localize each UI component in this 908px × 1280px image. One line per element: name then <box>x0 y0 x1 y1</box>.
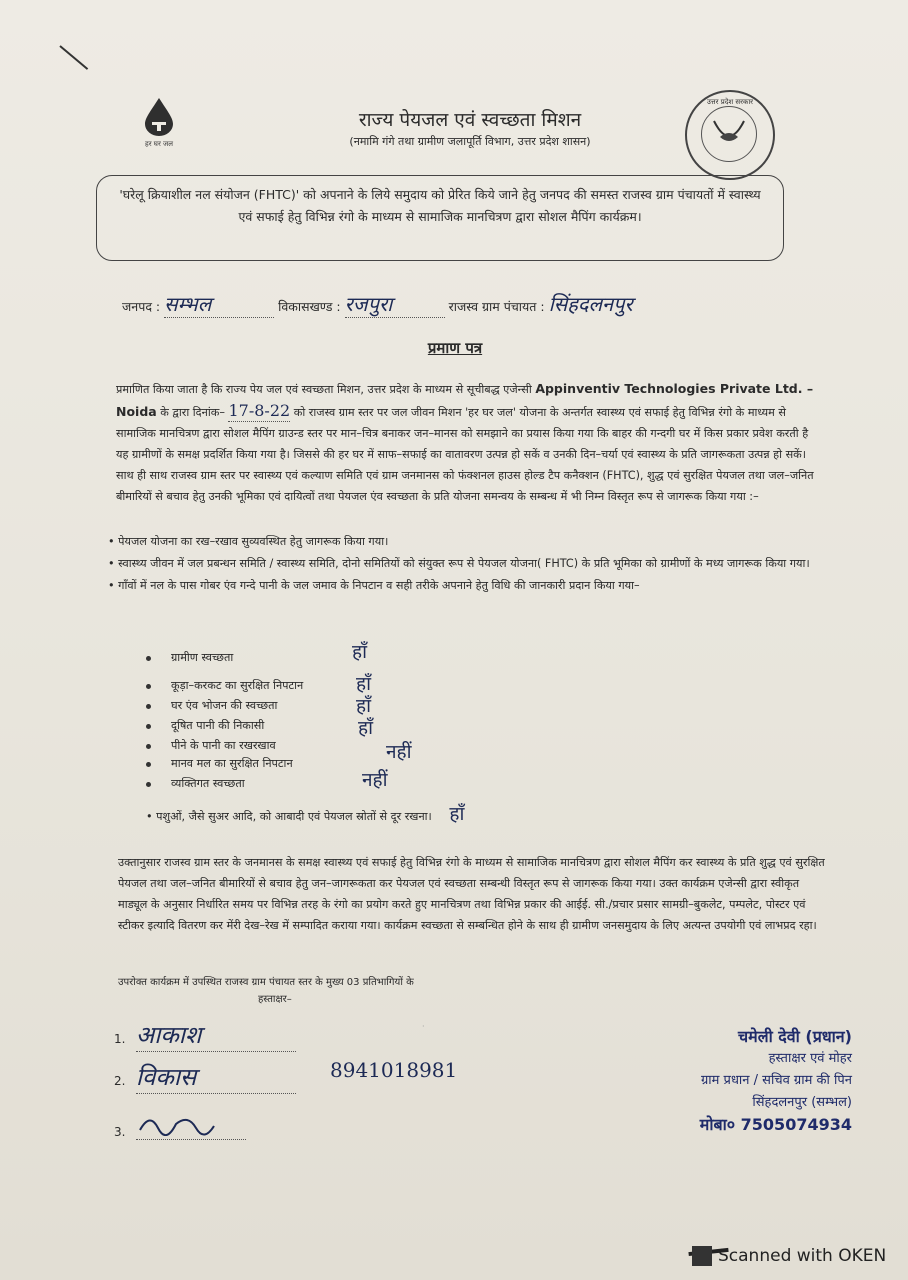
checklist-label: पीने के पानी का रखरखाव <box>171 739 276 752</box>
checklist-answer: हाँ <box>356 673 372 695</box>
para1-body: को राजस्व ग्राम स्तर पर जल जीवन मिशन 'हर घर जल' योजना के अन्तर्गत स्वास्थ्य एवं सफाई हेतु विभिन्न रंगो के माध्यम से सामाजिक मानचित्रण द्वारा सोशल मैपिंग ग्राउन्ड स्तर पर मान–चित्र बनाकर जन–मानस को समझाने का प्रयास किया गया कि बाहर की गन्दगी घर में किस प्रकार प्रवेश करती है यह ग्रामीणों के समक्ष प्रदर्शित किया गया है। जिससे की हर घर में साफ–सफाई का वातावरण उत्पन्न हो सकें व उनकी दिन–चर्या एवं स्वास्थ्य के प्रति जागरूकता उत्पन्न हो सकें। साथ ही साथ राजस्व ग्राम स्तर पर स्वास्थ्य एवं कल्याण समिति एवं ग्राम जनमानस को फंक्शनल हाउस होल्ड टैप कनैक्शन (FHTC), शुद्ध एवं सुरक्षित पेयजल तथा जल–जनित बीमारियों से बचाव हेतु उनकी भूमिका एवं दायित्वों तथा पेयजल एंव स्वच्छता के प्रति योजना समन्वय के सम्बन्ध में भी निम्न विस्तृत रूप से जागरूक किया गया :– <box>116 406 814 503</box>
pradhan-stamp <box>612 1026 852 1136</box>
checklist-answer: हाँ <box>358 717 374 739</box>
panchayat-label: राजस्व ग्राम पंचायत : <box>448 299 545 314</box>
block-label: विकासखण्ड : <box>278 299 341 314</box>
participant-signature: आकाश <box>135 1021 202 1049</box>
block-value: रजपुरा <box>344 292 393 316</box>
checklist-label: दूषित पानी की निकासी <box>171 719 265 732</box>
para1-intro: प्रमाणित किया जाता है कि राज्य पेय जल एवं स्वच्छता मिशन, उत्तर प्रदेश के माध्यम से सूचीबद्ध एजेन्सी <box>116 383 532 396</box>
fish-bow-icon <box>702 107 756 161</box>
bullet-item: • स्वास्थ्य जीवन में जल प्रबन्धन समिति / स्वास्थ्य समिति, दोनो समितियों को संयुक्त रूप से पेयजल योजना( FHTC) के प्रति भूमिका को ग्रामीणों के मध्य जागरूक किया गया। <box>108 557 810 570</box>
signature-number: 1. <box>114 1032 126 1046</box>
seal-emblem <box>701 106 757 162</box>
stamp-mobile: मोबा० 7505074934 <box>699 1115 852 1134</box>
participant-phone: 8941018981 <box>330 1058 458 1082</box>
checklist-label: मानव मल का सुरक्षित निपटान <box>171 757 293 770</box>
block-field <box>345 290 445 318</box>
stamp-line: हस्ताक्षर एवं मोहर <box>768 1051 852 1066</box>
signature-line <box>136 1018 296 1052</box>
har-ghar-jal-logo <box>128 96 190 148</box>
animals-answer: हाँ <box>449 803 465 825</box>
mission-title: राज्य पेयजल एवं स्वच्छता मिशन <box>358 109 582 131</box>
bullet-dot-icon <box>146 724 151 729</box>
checklist-item <box>146 738 526 753</box>
animals-bullet <box>146 800 646 826</box>
checklist-answer: नहीं <box>362 769 388 791</box>
checklist-item <box>146 717 526 739</box>
agency-name: Appinventiv Technologies Private Ltd. – Noida <box>116 381 814 419</box>
bullet-item: • गाँवों में नल के पास गोबर एंव गन्दे पानी के जल जमाव के निपटान व सही तरीके अपनाने हेतु विधि की जानकारी प्रदान किया गया– <box>108 579 640 592</box>
signature-line <box>136 1060 296 1094</box>
checklist-answer: नहीं <box>386 741 412 763</box>
signature-number: 2. <box>114 1074 126 1088</box>
checklist-item <box>146 769 526 791</box>
location-line <box>122 290 822 318</box>
district-field <box>164 290 274 318</box>
bullet-item: • पेयजल योजना का रख–रखाव सुव्यवस्थित हेतु जागरूक किया गया। <box>108 535 389 548</box>
scanner-logo-icon <box>692 1246 712 1266</box>
panchayat-value: सिंहदलनपुर <box>548 292 633 316</box>
up-government-seal <box>685 90 775 180</box>
stamp-line: ग्राम प्रधान / सचिव ग्राम की पिन <box>700 1073 852 1088</box>
participant-signature: विकास <box>135 1063 197 1091</box>
scanner-watermark <box>692 1246 908 1266</box>
faint-mark: · <box>422 1022 425 1031</box>
logo-caption: हर घर जल <box>145 140 173 148</box>
bullet-dot-icon <box>146 744 151 749</box>
caption-line-1: उपरोक्त कार्यक्रम में उपस्थित राजस्व ग्राम पंचायत स्तर के मुख्य 03 प्रतिभागियों के <box>118 977 414 988</box>
signature-row <box>114 1110 246 1140</box>
stamp-name: चमेली देवी (प्रधान) <box>738 1027 852 1046</box>
date-prefix: के द्वारा दिनांक– <box>160 406 225 419</box>
watermark-text: Scanned with OKEN <box>718 1246 887 1266</box>
district-value: सम्भल <box>164 292 212 316</box>
certificate-paragraph <box>116 378 821 507</box>
checklist-label: व्यक्तिगत स्वच्छता <box>171 777 245 790</box>
animals-label: • पशुओं, जैसे सुअर आदि, को आबादी एवं पेयजल स्रोतों से दूर रखना। <box>146 810 432 823</box>
district-label: जनपद : <box>122 299 161 314</box>
pen-mark <box>59 45 88 70</box>
water-drop-icon <box>142 96 176 136</box>
checklist-label: घर एंव भोजन की स्वच्छता <box>171 699 278 712</box>
caption-line-2: हस्ताक्षर– <box>258 994 292 1005</box>
stamp-line: सिंहदलनपुर (सम्भल) <box>752 1095 852 1110</box>
summary-paragraph: उक्तानुसार राजस्व ग्राम स्तर के जनमानस के समक्ष स्वास्थ्य एवं सफाई हेतु विभिन्न रंगो के माध्यम से सामाजिक मानचित्रण द्वारा सोशल मैपिंग कर स्वास्थ्य के प्रति शुद्ध एवं सुरक्षित पेयजल तथा जल–जनित बीमारियों से बचाव हेतु जन–जागरूकता कर पेयजल एवं स्वच्छता सम्बन्धी विस्तृत रूप से जागरूक किया गया। उक्त कार्यक्रम एजेन्सी द्वारा स्वीकृत माड्यूल के अनुसार निर्धारित समय पर विभिन्न तरह के रंगो का प्रयोग करते हुए मानचित्रण तथा विभिन्न प्रकार की आईई. सी./प्रचार प्रसार सामग्री–बुकलेट, पम्पलेट, पोस्टर एवं स्टीकर इत्यादि वितरण कर मेंरी देख–रेख में सम्पादित कराया गया। कार्यक्रम स्वच्छता से सम्बन्धित होने के साथ ही ग्रामीण जनसमुदाय के लिए अत्यन्त उपयोगी एवं लाभप्रद रहा। <box>118 856 825 932</box>
bullet-dot-icon <box>146 704 151 709</box>
checklist-label: ग्रामीण स्वच्छता <box>171 651 234 664</box>
awareness-bullets <box>108 532 820 598</box>
bullet-dot-icon <box>146 684 151 689</box>
participants-caption <box>118 974 558 1008</box>
checklist-item <box>146 641 526 665</box>
mission-subtitle: (नमामि गंगे तथा ग्रामीण जलापूर्ति विभाग, उत्तर प्रदेश शासन) <box>349 135 591 148</box>
bullet-dot-icon <box>146 762 151 767</box>
certificate-title: प्रमाण पत्र <box>427 339 483 357</box>
program-date: 17-8-22 <box>228 401 291 420</box>
signature-number: 3. <box>114 1125 126 1139</box>
seal-text: उत्तर प्रदेश सरकार <box>706 98 754 106</box>
signature-line <box>136 1110 246 1140</box>
program-banner <box>96 175 784 261</box>
signature-scrawl <box>136 1110 216 1136</box>
checklist-item <box>146 695 526 717</box>
banner-text: 'घरेलू क्रियाशील नल संयोजन (FHTC)' को अपनाने के लिये समुदाय को प्रेरित किये जाने हेतु जनपद की समस्त राजस्व ग्राम पंचायतों में स्वास्थ्य एवं सफाई हेतु विभिन्न रंगो के माध्यम से सामाजिक मानचित्रण द्वारा सोशल मैपिंग कार्यक्रम। <box>119 187 761 224</box>
bullet-dot-icon <box>146 782 151 787</box>
bullet-dot-icon <box>146 656 151 661</box>
checklist-item <box>146 673 526 695</box>
checklist-answer: हाँ <box>356 695 372 717</box>
signature-row <box>114 1018 296 1052</box>
checklist-answer: हाँ <box>352 641 368 663</box>
checklist-label: कूड़ा–करकट का सुरक्षित निपटान <box>171 679 304 692</box>
signature-row <box>114 1060 296 1094</box>
